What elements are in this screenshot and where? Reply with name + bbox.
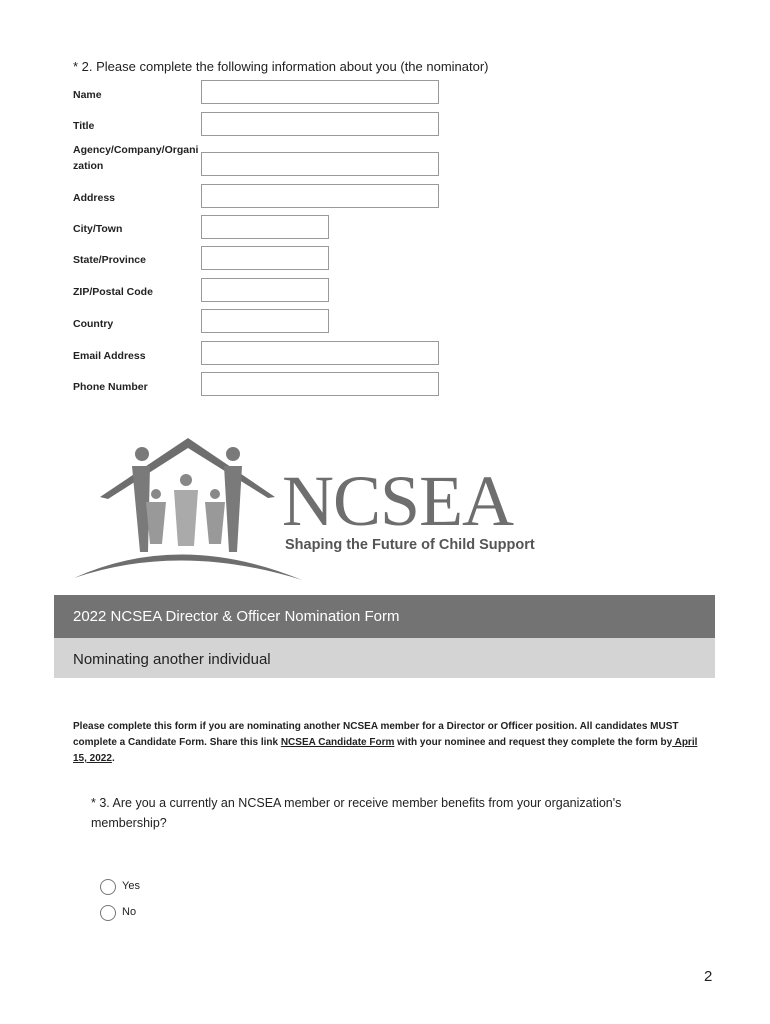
form-subtitle: Nominating another individual [73, 651, 271, 668]
child-head-1 [151, 489, 161, 499]
logo-tagline: Shaping the Future of Child Support [285, 537, 535, 553]
email-label: Email Address [73, 350, 146, 362]
state-label: State/Province [73, 254, 146, 266]
form-subtitle-bar [54, 638, 715, 678]
form-title: 2022 NCSEA Director & Officer Nomination Form [73, 608, 400, 625]
question-2-title: * 2. Please complete the following information about you (the nominator) [73, 59, 489, 74]
intro-paragraph [73, 719, 698, 767]
deadline-date: April 15, 2022 [73, 737, 698, 764]
name-input[interactable] [201, 80, 439, 104]
radio-yes[interactable] [100, 879, 116, 895]
country-input[interactable] [201, 309, 329, 333]
swoosh-shape [74, 554, 302, 580]
question-3: * 3. Are you a currently an NCSEA member or receive member benefits from your organization's membership? [91, 796, 622, 830]
zip-input[interactable] [201, 278, 329, 302]
intro-text-2: with your nominee and request they complete the form by [394, 737, 673, 748]
agency-input[interactable] [201, 152, 439, 176]
name-label: Name [73, 89, 102, 101]
phone-label: Phone Number [73, 381, 148, 393]
child-body-3 [205, 502, 225, 544]
form-title-bar [54, 595, 715, 638]
child-head-3 [210, 489, 220, 499]
address-input[interactable] [201, 184, 439, 208]
phone-input[interactable] [201, 372, 439, 396]
city-input[interactable] [201, 215, 329, 239]
radio-no[interactable] [100, 905, 116, 921]
page-number: 2 [704, 968, 713, 985]
logo-wordmark: NCSEA [282, 461, 514, 541]
intro-text-1: Please complete this form if you are nominating another NCSEA member for a Director or Officer position. All candidates MUST complete a Candidate Form. Share this link [73, 721, 679, 748]
address-label: Address [73, 192, 116, 204]
agency-label: Agency/Company/Organi zation [73, 144, 199, 172]
child-body-1 [146, 502, 166, 544]
roof-shape [100, 438, 275, 499]
title-label: Title [73, 120, 95, 132]
figure-body-right [224, 466, 242, 552]
country-label: Country [73, 318, 114, 330]
candidate-form-link[interactable]: NCSEA Candidate Form [280, 737, 395, 748]
option-yes-label: Yes [122, 880, 140, 892]
state-input[interactable] [201, 246, 329, 270]
child-head-2 [180, 474, 192, 486]
figure-head-right [226, 447, 240, 461]
city-label: City/Town [73, 223, 123, 235]
child-body-2 [174, 490, 198, 546]
option-no-label: No [122, 906, 137, 918]
zip-label: ZIP/Postal Code [73, 286, 153, 298]
figure-head-left [135, 447, 149, 461]
title-input[interactable] [201, 112, 439, 136]
email-input[interactable] [201, 341, 439, 365]
intro-text-3: . [111, 753, 115, 764]
